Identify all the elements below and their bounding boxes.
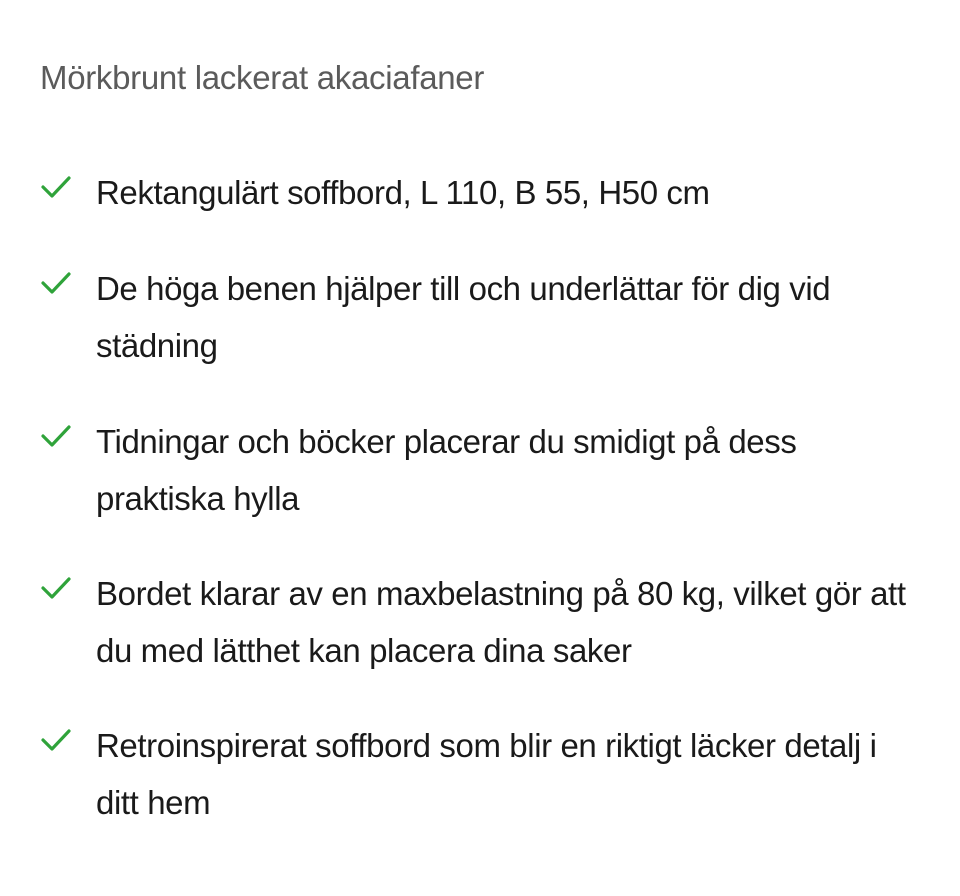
feature-text: De höga benen hjälper till och underlättar för dig vid städning bbox=[96, 270, 831, 364]
feature-text: Rektangulärt soffbord, L 110, B 55, H50 cm bbox=[96, 174, 710, 211]
check-icon bbox=[40, 575, 72, 601]
product-finish-subtitle: Mörkbrunt lackerat akaciafaner bbox=[40, 59, 485, 96]
feature-text: Tidningar och böcker placerar du smidigt på dess praktiska hylla bbox=[96, 423, 797, 517]
check-icon bbox=[40, 423, 72, 449]
check-icon bbox=[40, 727, 72, 753]
check-icon bbox=[40, 270, 72, 296]
check-icon bbox=[40, 174, 72, 200]
feature-text: Bordet klarar av en maxbelastning på 80 kg, vilket gör att du med lätthet kan placera dina saker bbox=[96, 575, 906, 669]
feature-text: Retroinspirerat soffbord som blir en riktigt läcker detalj i ditt hem bbox=[96, 727, 877, 821]
